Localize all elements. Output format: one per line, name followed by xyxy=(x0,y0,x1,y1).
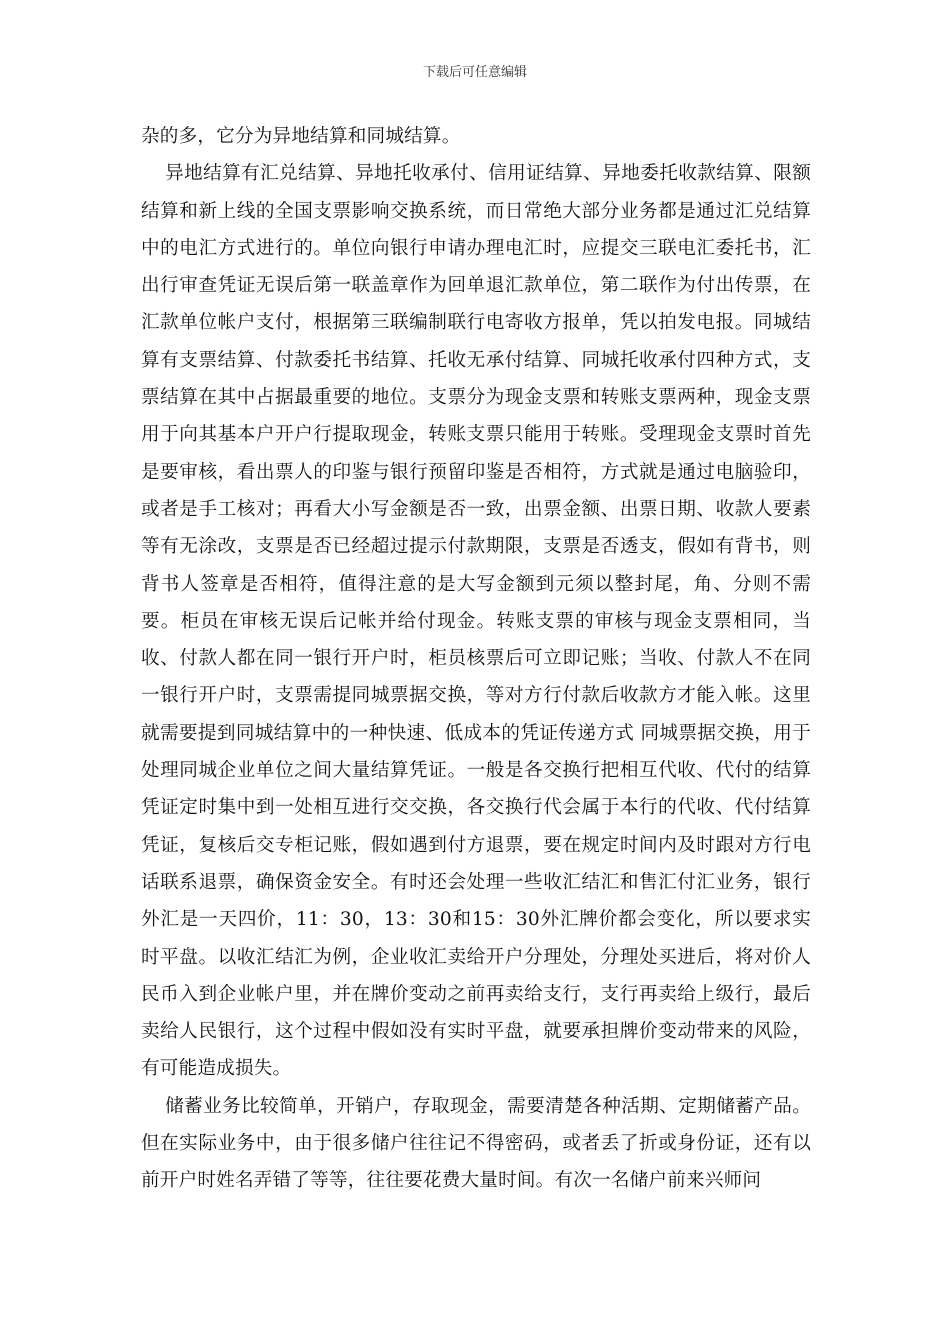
paragraph-settlement: 异地结算有汇兑结算、异地托收承付、信用证结算、异地委托收款结算、限额结算和新上线的全国支票影响交换系统，而日常绝大部分业务都是通过汇兑结算中的电汇方式进行的。单位向银行申请办理电汇时，应提交三联电汇委托书，汇出行审查凭证无误后第一联盖章作为回单退汇款单位，第二联作为付出传票，在汇款单位帐户支付，根据第三联编制联行电寄收方报单，凭以拍发电报。同城结算有支票结算、付款委托书结算、托收无承付结算、同城托收承付四种方式，支票结算在其中占据最重要的地位。支票分为现金支票和转账支票两种，现金支票用于向其基本户开户行提取现金，转账支票只能用于转账。受理现金支票时首先是要审核，看出票人的印鉴与银行预留印鉴是否相符，方式就是通过电脑验印，或者是手工核对；再看大小写金额是否一致，出票金额、出票日期、收款人要素等有无涂改，支票是否已经超过提示付款期限，支票是否透支，假如有背书，则背书人签章是否相符，值得注意的是大写金额到元须以整封尾，角、分则不需要。柜员在审核无误后记帐并给付现金。转账支票的审核与现金支票相同，当收、付款人都在同一银行开户时，柜员核票后可立即记账；当收、付款人不在同一银行开户时，支票需提同城票据交换，等对方行付款后收款方才能入帐。这里就需要提到同城结算中的一种快速、低成本的凭证传递方式 同城票据交换，用于处理同城企业单位之间大量结算凭证。一般是各交换行把相互代收、代付的结算凭证定时集中到一处相互进行交交换，各交换行代会属于本行的代收、代付结算凭证，复核后交专柜记账，假如遇到付方退票，要在规定时间内及时跟对方行电话联系退票，确保资金安全。有时还会处理一些收汇结汇和售汇付汇业务，银行外汇是一天四价，11：30，13：30和15：30外汇牌价都会变化，所以要求实时平盘。以收汇结汇为例，企业收汇卖给开户分理处，分理处买进后，将对价人民币入到企业帐户里，并在牌价变动之前再卖给支行，支行再卖给上级行，最后卖给人民银行，这个过程中假如没有实时平盘，就要承担牌价变动带来的风险，有可能造成损失。 xyxy=(141,163,811,1080)
paragraph-savings: 储蓄业务比较简单，开销户，存取现金，需要清楚各种活期、定期储蓄产品。但在实际业务中，由于很多储户往往记不得密码，或者丢了折或身份证，还有以前开户时姓名弄错了等等，往往要花费大量时间。有次一名储户前来兴师问 xyxy=(141,1095,811,1192)
page-header: 下载后可任意编辑 xyxy=(422,65,527,80)
document-body xyxy=(141,118,811,1200)
paragraph-continuation: 杂的多，它分为异地结算和同城结算。 xyxy=(141,126,461,147)
